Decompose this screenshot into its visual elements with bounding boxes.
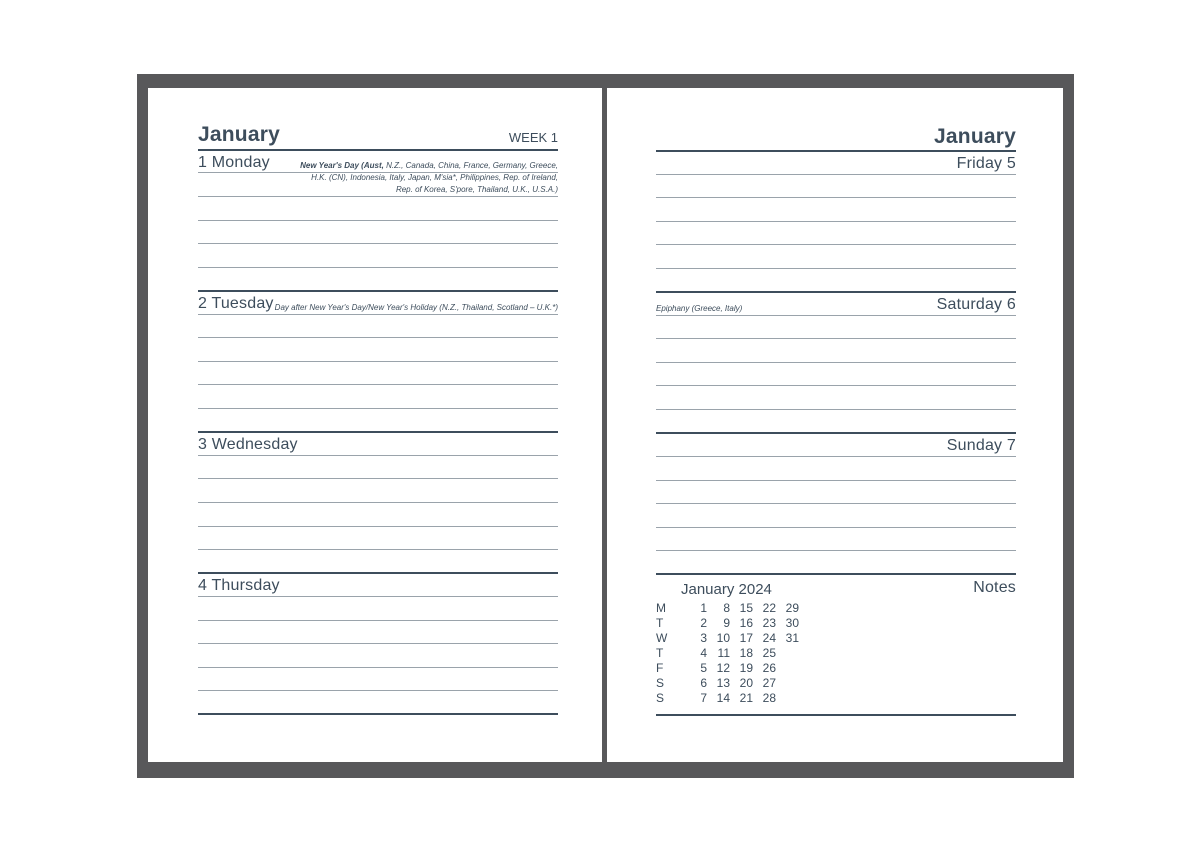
mini-calendar-date: 18 bbox=[739, 646, 753, 660]
left-page-content bbox=[198, 88, 558, 762]
writing-line bbox=[656, 197, 1016, 198]
day-divider bbox=[656, 291, 1016, 293]
mini-calendar-weekday: W bbox=[656, 631, 668, 645]
writing-line bbox=[198, 337, 558, 338]
mini-calendar-date: 14 bbox=[716, 691, 730, 705]
mini-calendar-date: 24 bbox=[762, 631, 776, 645]
mini-calendar-date: 20 bbox=[739, 676, 753, 690]
writing-line bbox=[198, 314, 558, 315]
writing-line bbox=[656, 315, 1016, 316]
mini-calendar-weekday: S bbox=[656, 691, 665, 705]
writing-line bbox=[656, 527, 1016, 528]
page-end-divider bbox=[656, 714, 1016, 716]
day-divider bbox=[198, 572, 558, 574]
mini-calendar-date: 21 bbox=[739, 691, 753, 705]
writing-line bbox=[198, 384, 558, 385]
month-title: January bbox=[934, 125, 1016, 148]
mini-calendar-date: 8 bbox=[723, 601, 730, 615]
mini-calendar-weekday: T bbox=[656, 646, 664, 660]
mini-calendar-row bbox=[656, 676, 799, 691]
writing-line bbox=[198, 690, 558, 691]
holiday-note-line2: H.K. (CN), Indonesia, Italy, Japan, M'sia*, Philippines, Rep. of Ireland, bbox=[311, 173, 558, 182]
mini-calendar-date: 9 bbox=[723, 616, 730, 630]
holiday-note-saturday: Epiphany (Greece, Italy) bbox=[656, 304, 743, 313]
mini-calendar-date: 15 bbox=[739, 601, 753, 615]
mini-calendar-row bbox=[656, 661, 799, 676]
mini-calendar-date: 12 bbox=[716, 661, 730, 675]
writing-line bbox=[656, 268, 1016, 269]
writing-line bbox=[656, 244, 1016, 245]
day-divider bbox=[198, 290, 558, 292]
week-label: WEEK 1 bbox=[508, 130, 558, 145]
mini-calendar-date: 10 bbox=[716, 631, 730, 645]
writing-line bbox=[198, 620, 558, 621]
mini-calendar-date: 22 bbox=[762, 601, 776, 615]
mini-calendar-row bbox=[656, 631, 799, 646]
mini-calendar-date: 16 bbox=[739, 616, 753, 630]
writing-line bbox=[198, 596, 558, 597]
writing-line bbox=[198, 667, 558, 668]
holiday-note-tuesday: Day after New Year's Day/New Year's Holiday (N.Z., Thailand, Scotland – U.K.*) bbox=[274, 303, 558, 312]
day-divider bbox=[656, 573, 1016, 575]
mini-calendar-row bbox=[656, 646, 799, 661]
mini-calendar-date: 1 bbox=[700, 601, 707, 615]
writing-line bbox=[198, 526, 558, 527]
day-label-wednesday: 3 Wednesday bbox=[198, 436, 298, 453]
mini-calendar-row bbox=[656, 616, 799, 631]
mini-calendar-date: 6 bbox=[700, 676, 707, 690]
mini-calendar-row bbox=[656, 691, 799, 706]
right-page-content bbox=[656, 88, 1016, 762]
mini-calendar-date: 25 bbox=[762, 646, 776, 660]
writing-line bbox=[656, 362, 1016, 363]
mini-calendar-date: 30 bbox=[785, 616, 799, 630]
day-label-saturday: Saturday 6 bbox=[936, 296, 1016, 313]
holiday-note-line3: Rep. of Korea, S'pore, Thailand, U.K., U.S.A.) bbox=[395, 185, 558, 194]
mini-calendar-date: 19 bbox=[739, 661, 753, 675]
notes-label: Notes bbox=[973, 579, 1016, 596]
writing-line bbox=[656, 409, 1016, 410]
writing-line bbox=[198, 549, 558, 550]
mini-calendar-row bbox=[656, 601, 799, 616]
right-page bbox=[607, 88, 1063, 762]
writing-line bbox=[198, 172, 558, 173]
mini-calendar-date: 2 bbox=[700, 616, 707, 630]
writing-line bbox=[198, 502, 558, 503]
day-divider bbox=[656, 432, 1016, 434]
writing-line bbox=[656, 385, 1016, 386]
writing-line bbox=[198, 243, 558, 244]
mini-calendar-date: 3 bbox=[700, 631, 707, 645]
mini-calendar-date: 27 bbox=[762, 676, 776, 690]
writing-line bbox=[198, 643, 558, 644]
mini-calendar bbox=[656, 601, 799, 706]
mini-calendar-date: 31 bbox=[785, 631, 799, 645]
mini-calendar-weekday: T bbox=[656, 616, 664, 630]
writing-line bbox=[656, 480, 1016, 481]
month-title: January bbox=[198, 123, 280, 146]
writing-line bbox=[656, 550, 1016, 551]
mini-calendar-date: 29 bbox=[785, 601, 799, 615]
mini-calendar-weekday: M bbox=[656, 601, 666, 615]
day-label-friday: Friday 5 bbox=[956, 155, 1016, 172]
mini-calendar-date: 11 bbox=[717, 646, 730, 660]
day-divider bbox=[656, 150, 1016, 152]
day-label-monday: 1 Monday bbox=[198, 154, 270, 171]
day-label-thursday: 4 Thursday bbox=[198, 577, 280, 594]
writing-line bbox=[198, 267, 558, 268]
day-label-tuesday: 2 Tuesday bbox=[198, 295, 274, 312]
writing-line bbox=[656, 503, 1016, 504]
writing-line bbox=[198, 455, 558, 456]
mini-calendar-date: 17 bbox=[739, 631, 753, 645]
holiday-note-monday bbox=[300, 160, 558, 196]
writing-line bbox=[656, 338, 1016, 339]
mini-calendar-weekday: S bbox=[656, 676, 665, 690]
mini-calendar-date: 23 bbox=[762, 616, 776, 630]
mini-calendar-date: 26 bbox=[762, 661, 776, 675]
mini-calendar-date: 4 bbox=[700, 646, 707, 660]
day-label-sunday: Sunday 7 bbox=[946, 437, 1016, 454]
mini-calendar-date: 7 bbox=[700, 691, 707, 705]
day-divider bbox=[198, 149, 558, 151]
mini-calendar-weekday: F bbox=[656, 661, 664, 675]
left-page bbox=[148, 88, 602, 762]
mini-calendar-date: 28 bbox=[762, 691, 776, 705]
holiday-note-bold: New Year's Day (Aust, bbox=[300, 161, 384, 170]
mini-calendar-date: 5 bbox=[700, 661, 707, 675]
writing-line bbox=[656, 174, 1016, 175]
mini-calendar-title: January 2024 bbox=[681, 581, 772, 598]
writing-line bbox=[198, 196, 558, 197]
writing-line bbox=[198, 220, 558, 221]
writing-line bbox=[198, 478, 558, 479]
writing-line bbox=[656, 221, 1016, 222]
writing-line bbox=[198, 361, 558, 362]
writing-line bbox=[198, 408, 558, 409]
page-end-divider bbox=[198, 713, 558, 715]
mini-calendar-date: 13 bbox=[716, 676, 730, 690]
writing-line bbox=[656, 456, 1016, 457]
day-divider bbox=[198, 431, 558, 433]
holiday-note-line1: N.Z., Canada, China, France, Germany, Greece, bbox=[383, 161, 558, 170]
